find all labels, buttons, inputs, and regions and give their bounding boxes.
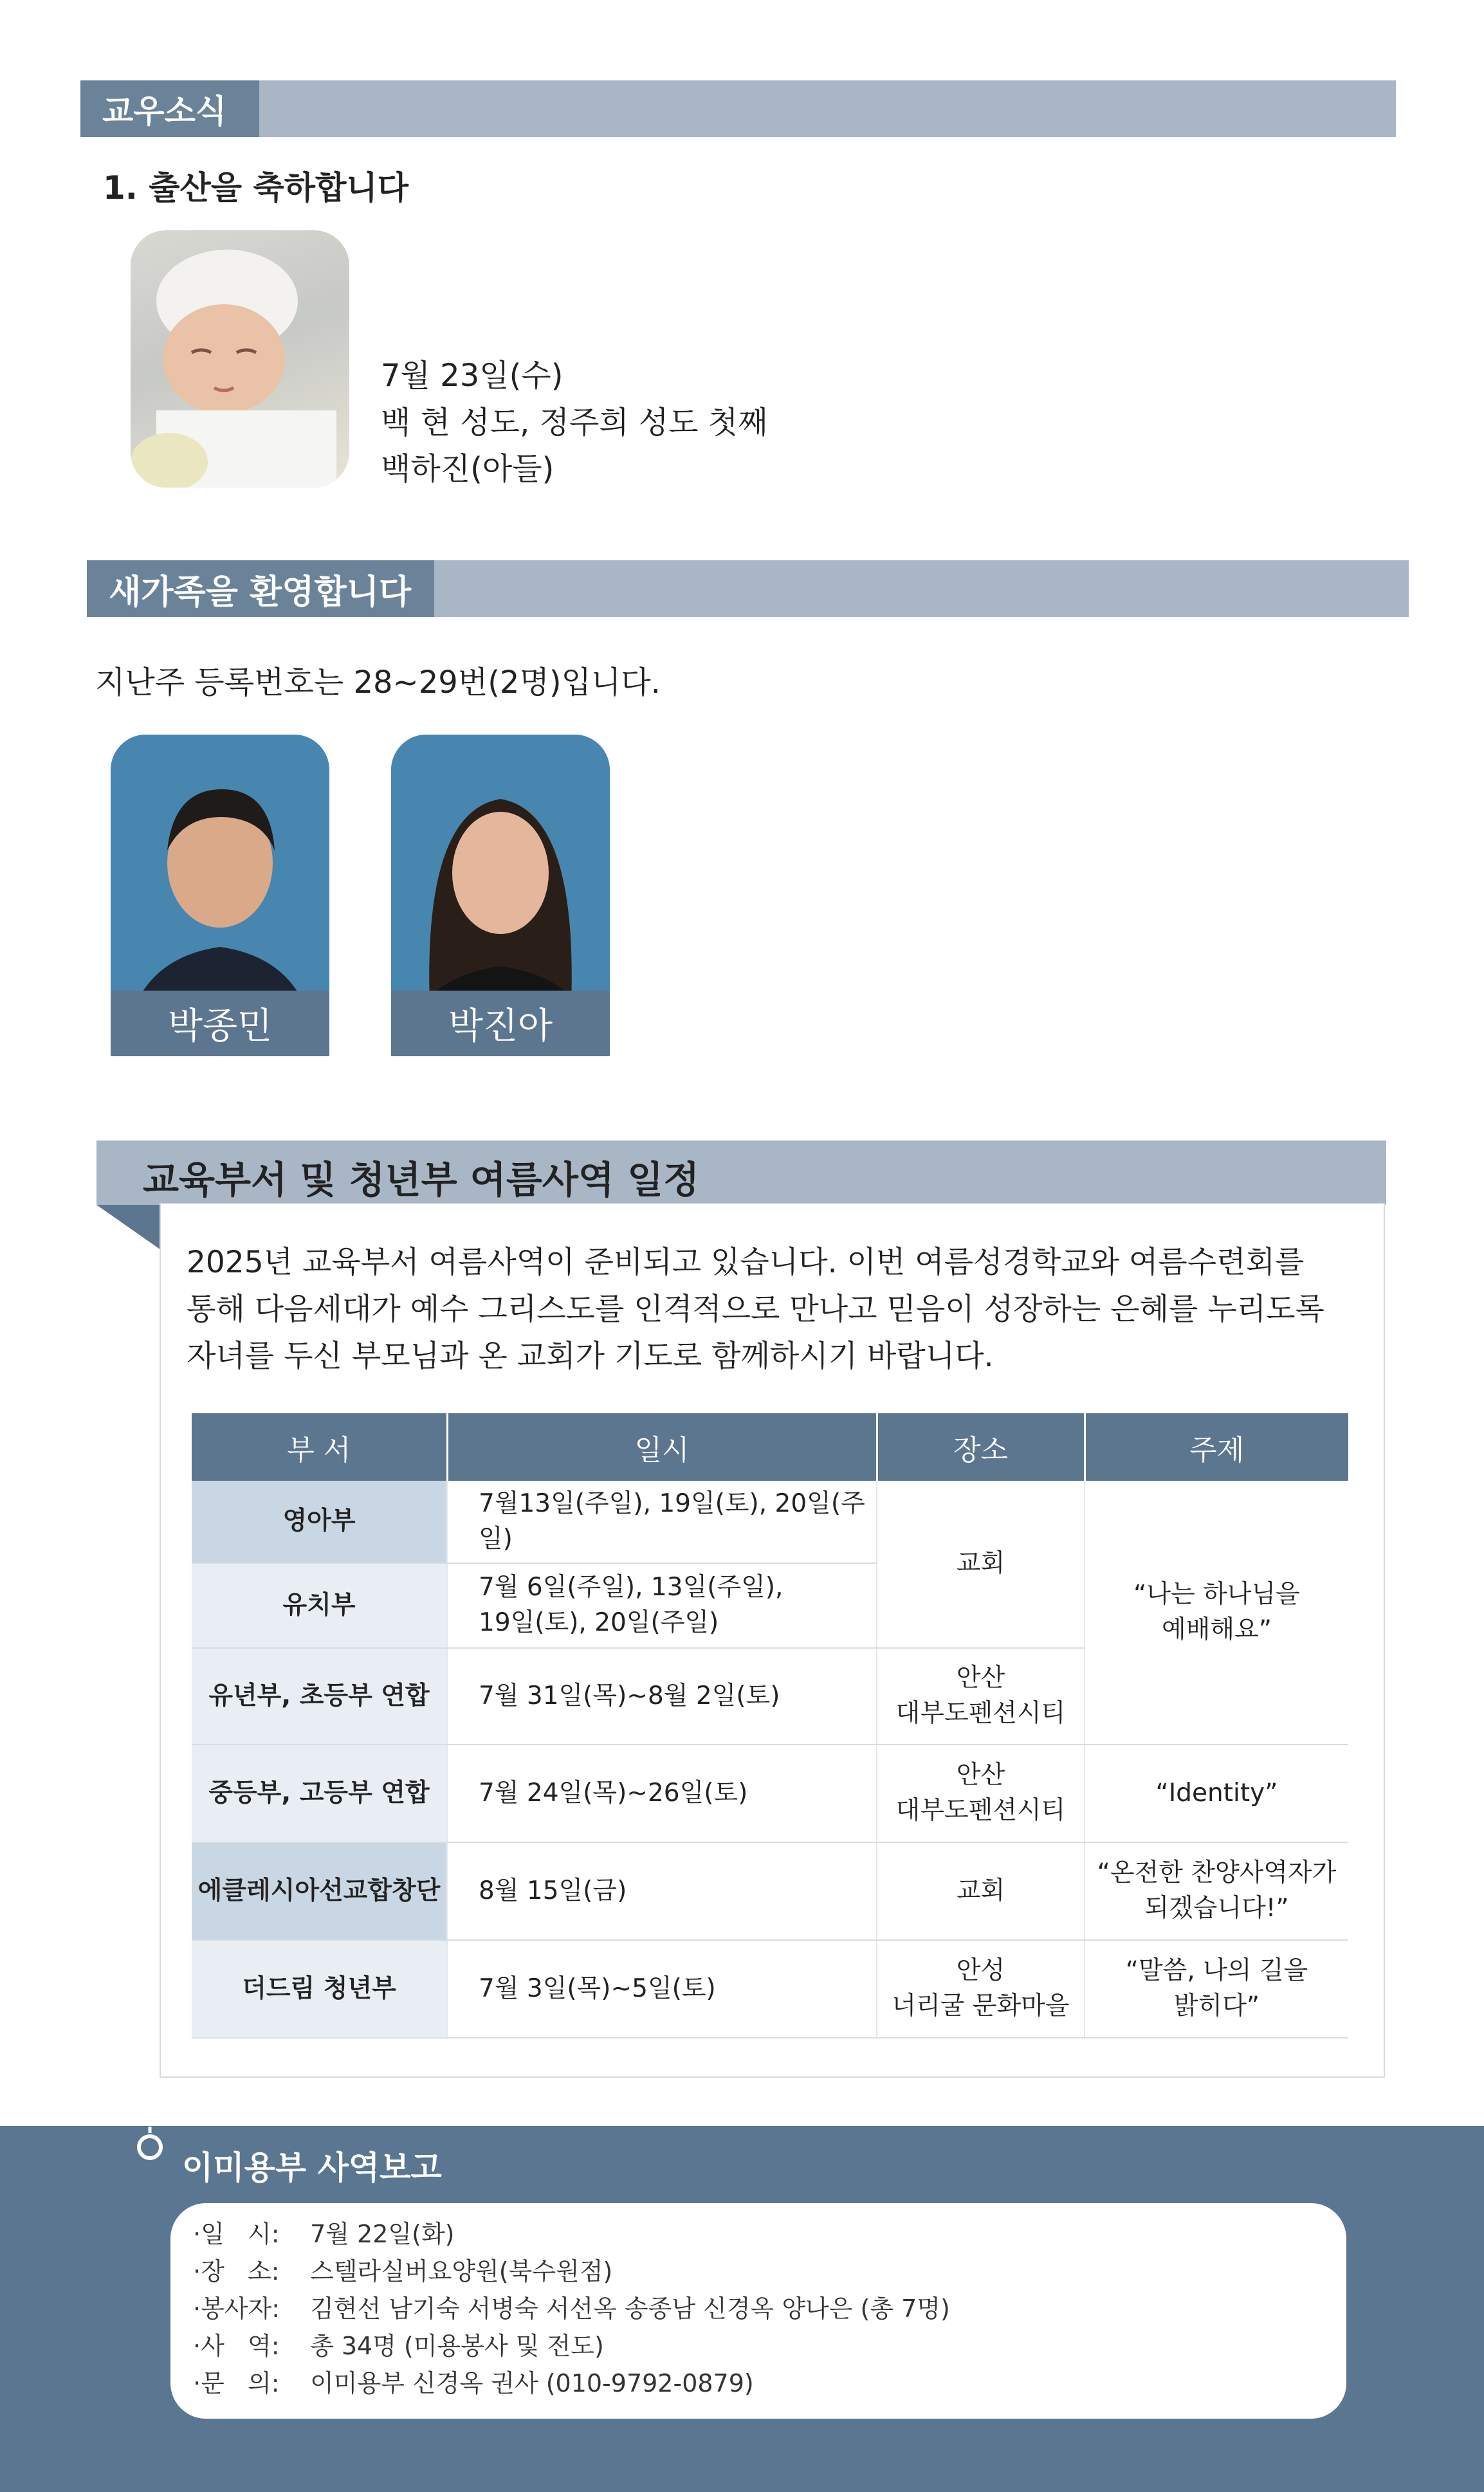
date-cell bbox=[447, 1563, 877, 1648]
welcome-section-title: 새가족을 환영합니다 bbox=[87, 560, 434, 617]
report-value: 총 34명 (미용봉사 및 전도) bbox=[310, 2332, 604, 2360]
schedule-table bbox=[192, 1413, 1348, 2038]
date-cell: 8월 15일(금) bbox=[447, 1842, 877, 1940]
dept-cell: 에클레시아선교합창단 bbox=[192, 1842, 447, 1940]
member-name-2: 박진아 bbox=[448, 1005, 553, 1047]
report-value: 김현선 남기숙 서병숙 서선옥 송종남 신경옥 양나은 (총 7명) bbox=[310, 2295, 950, 2323]
baby-illustration bbox=[131, 230, 349, 488]
place-line-1: 안산 bbox=[956, 1761, 1005, 1790]
place-line-2: 대부도펜션시티 bbox=[895, 1796, 1066, 1825]
place-line-1: 안성 bbox=[956, 1956, 1005, 1986]
theme-cell-merged bbox=[1085, 1481, 1348, 1745]
baby-photo bbox=[131, 230, 349, 488]
table-row bbox=[192, 1842, 1348, 1940]
date-cell: 7월 24일(목)~26일(토) bbox=[447, 1745, 877, 1842]
dept-cell: 더드림 청년부 bbox=[192, 1940, 447, 2038]
schedule-intro-line-2: 통해 다음세대가 예수 그리스도를 인격적으로 만나고 믿음이 성장하는 은혜를 누리도록 bbox=[187, 1292, 1324, 1327]
date-line-2: 19일(토), 20일(주일) bbox=[479, 1608, 719, 1637]
report-label: ·일 시: bbox=[193, 2220, 280, 2248]
report-value: 스텔라실버요양원(북수원점) bbox=[310, 2257, 613, 2286]
report-title-pin bbox=[135, 2127, 165, 2156]
table-row bbox=[192, 1481, 1348, 1563]
news-section-bar bbox=[80, 80, 1396, 137]
dept-cell: 유치부 bbox=[192, 1563, 447, 1648]
theme-cell bbox=[1085, 1940, 1348, 2038]
place-line-2: 대부도펜션시티 bbox=[895, 1699, 1066, 1728]
welcome-intro: 지난주 등록번호는 28~29번(2명)입니다. bbox=[95, 664, 661, 701]
theme-merged-line-2: 예배해요” bbox=[1162, 1615, 1272, 1644]
theme-line-2: 되겠습니다!” bbox=[1144, 1894, 1289, 1923]
theme-line-2: 밝히다” bbox=[1173, 1992, 1260, 2020]
report-label: ·사 역: bbox=[193, 2332, 280, 2360]
member-name-tag-2 bbox=[391, 991, 610, 1056]
schedule-title-fold bbox=[96, 1205, 161, 1250]
table-row bbox=[192, 1940, 1348, 2038]
theme-line-1: “말씀, 나의 길을 bbox=[1125, 1956, 1308, 1986]
member-name-tag-1 bbox=[111, 991, 329, 1056]
report-row-contact bbox=[193, 2363, 754, 2399]
birth-heading: 1. 출산을 축하합니다 bbox=[103, 169, 408, 206]
report-label: ·문 의: bbox=[193, 2369, 280, 2397]
header-theme: 주제 bbox=[1085, 1413, 1348, 1481]
date-cell: 7월 31일(목)~8월 2일(토) bbox=[447, 1648, 877, 1745]
header-dept: 부 서 bbox=[192, 1413, 447, 1481]
table-row bbox=[192, 1745, 1348, 1842]
place-cell bbox=[877, 1648, 1085, 1745]
place-line-2: 너리굴 문화마을 bbox=[892, 1992, 1070, 2020]
date-cell: 7월13일(주일), 19일(토), 20일(주일) bbox=[447, 1481, 877, 1563]
birth-date: 7월 23일(수) bbox=[381, 358, 563, 394]
place-cell: 교회 bbox=[877, 1842, 1085, 1940]
report-label: ·봉사자: bbox=[193, 2295, 280, 2323]
report-row-volunteers bbox=[193, 2289, 950, 2324]
place-cell bbox=[877, 1745, 1085, 1842]
pin-icon bbox=[135, 2127, 165, 2160]
place-line-1: 안산 bbox=[956, 1663, 1005, 1693]
header-date: 일시 bbox=[447, 1413, 877, 1481]
report-value: 7월 22일(화) bbox=[310, 2220, 455, 2248]
schedule-intro-line-3: 자녀를 두신 부모님과 온 교회가 기도로 함께하시기 바랍니다. bbox=[187, 1339, 994, 1374]
theme-cell bbox=[1085, 1842, 1348, 1940]
theme-merged-line-1: “나는 하나님을 bbox=[1133, 1579, 1300, 1609]
date-line-1: 7월 6일(주일), 13일(주일), bbox=[479, 1573, 783, 1602]
birth-parents: 백 현 성도, 정주희 성도 첫째 bbox=[381, 405, 768, 441]
theme-cell: “Identity” bbox=[1085, 1745, 1348, 1842]
place-cell bbox=[877, 1940, 1085, 2038]
report-label: ·장 소: bbox=[193, 2257, 280, 2286]
report-row-ministry bbox=[193, 2326, 604, 2361]
dept-cell: 중등부, 고등부 연합 bbox=[192, 1745, 447, 1842]
schedule-header-row bbox=[192, 1413, 1348, 1481]
report-title: 이미용부 사역보고 bbox=[182, 2149, 442, 2186]
header-place: 장소 bbox=[877, 1413, 1085, 1481]
report-row-date bbox=[193, 2214, 454, 2249]
date-cell: 7월 3일(목)~5일(토) bbox=[447, 1940, 877, 2038]
schedule-intro-line-1: 2025년 교육부서 여름사역이 준비되고 있습니다. 이번 여름성경학교와 여름수련회를 bbox=[187, 1245, 1305, 1280]
birth-baby-name: 백하진(아들) bbox=[381, 451, 554, 487]
place-cell-merged: 교회 bbox=[877, 1481, 1085, 1648]
report-row-place bbox=[193, 2251, 612, 2287]
theme-line-1: “온전한 찬양사역자가 bbox=[1097, 1858, 1337, 1888]
dept-cell: 유년부, 초등부 연합 bbox=[192, 1648, 447, 1745]
report-value: 이미용부 신경옥 권사 (010-9792-0879) bbox=[310, 2369, 754, 2397]
dept-cell: 영아부 bbox=[192, 1481, 447, 1563]
schedule-title: 교육부서 및 청년부 여름사역 일정 bbox=[143, 1158, 700, 1202]
news-section-title: 교우소식 bbox=[80, 80, 259, 137]
member-name-1: 박종민 bbox=[167, 1005, 273, 1047]
